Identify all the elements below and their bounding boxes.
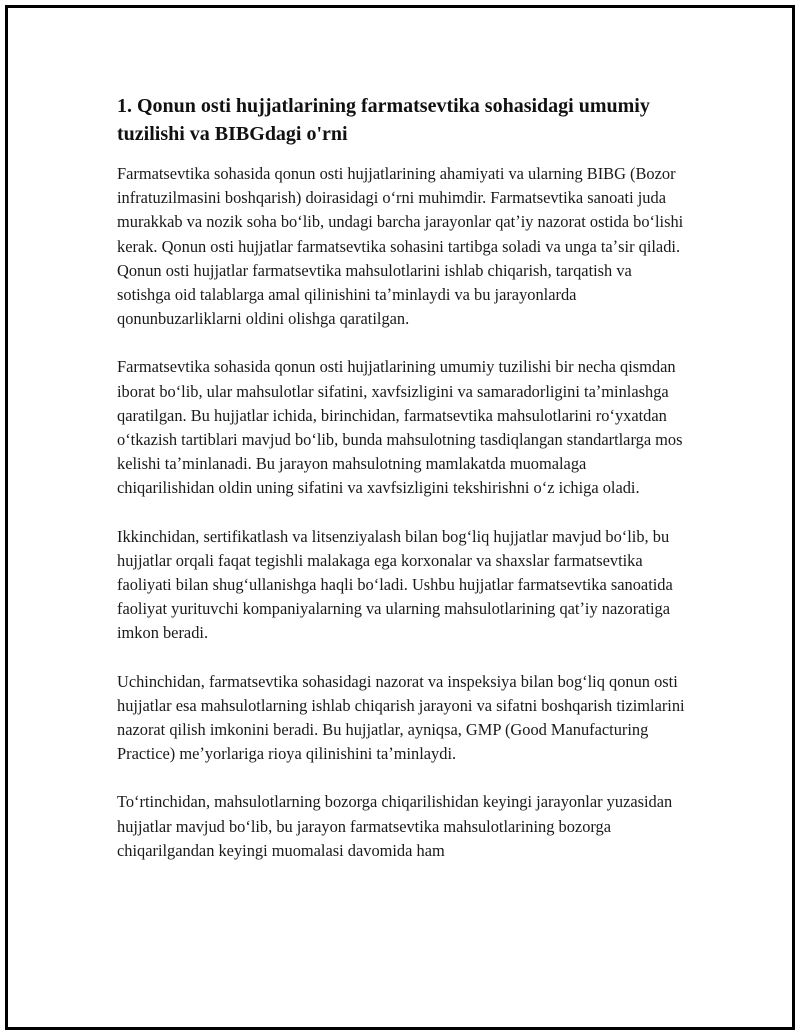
paragraph-second: Ikkinchidan, sertifikatlash va litsenziyalash bilan bogʻliq hujjatlar mavjud boʻlib, bu hujjatlar orqali faqat tegishli malakaga ega korxonalar va shaxslar farmatsevtika faoliyati bilan shugʻullanishga haqli boʻladi. Ushbu hujjatlar farmatsevtika sanoatida faoliyat yurituvchi kompaniyalarning va ularning mahsulotlarining qatʼiy nazoratiga imkon beradi. xyxy=(117,526,673,643)
paragraph-fourth: Toʻrtinchidan, mahsulotlarning bozorga chiqarilishidan keyingi jarayonlar yuzasidan hujjatlar mavjud boʻlib, bu jarayon farmatsevtika mahsulotlarining bozorga chiqarilgandan keyingi muomalasi davomida ham xyxy=(117,792,673,860)
paragraph-third: Uchinchidan, farmatsevtika sohasidagi nazorat va inspeksiya bilan bogʻliq qonun osti hujjatlar esa mahsulotlarning ishlab chiqarish jarayoni va sifatni boshqarish tizimlarini nazorat qilish imkonini beradi. Bu hujjatlar, ayniqsa, GMP (Good Manufacturing Practice) meʼyorlariga rioya qilinishini taʼminlaydi. xyxy=(117,671,685,764)
document-body xyxy=(117,92,687,887)
section-heading: 1. Qonun osti hujjatlarining farmatsevtika sohasidagi umumiy tuzilishi va BIBGdagi o'rni xyxy=(117,95,650,145)
paragraph-intro: Farmatsevtika sohasida qonun osti hujjatlarining ahamiyati va ularning BIBG (Bozor infratuzilmasini boshqarish) doirasidagi oʻrni muhimdir. Farmatsevtika sanoati juda murakkab va nozik soha boʻlib, undagi barcha jarayonlar qatʼiy nazorat ostida boʻlishi kerak. Qonun osti hujjatlar farmatsevtika sohasini tartibga soladi va unga taʼsir qiladi. Qonun osti hujjatlar farmatsevtika mahsulotlarini ishlab chiqarish, tarqatish va sotishga oid talablarga amal qilinishini taʼminlaydi va bu jarayonlarda qonunbuzarliklarni oldini olishga qaratilgan. xyxy=(117,164,684,329)
paragraph-structure: Farmatsevtika sohasida qonun osti hujjatlarining umumiy tuzilishi bir necha qismdan iborat boʻlib, ular mahsulotlar sifatini, xavfsizligini va samaradorligini taʼminlashga qaratilgan. Bu hujjatlar ichida, birinchidan, farmatsevtika mahsulotlarini roʻyxatdan oʻtkazish tartiblari mavjud boʻlib, bunda mahsulotning tasdiqlangan standartlarga mos kelishi taʼminlanadi. Bu jarayon mahsulotning mamlakatda muomalaga chiqarilishidan oldin uning sifatini va xavfsizligini tekshirishni oʻz ichiga oladi. xyxy=(117,357,683,498)
